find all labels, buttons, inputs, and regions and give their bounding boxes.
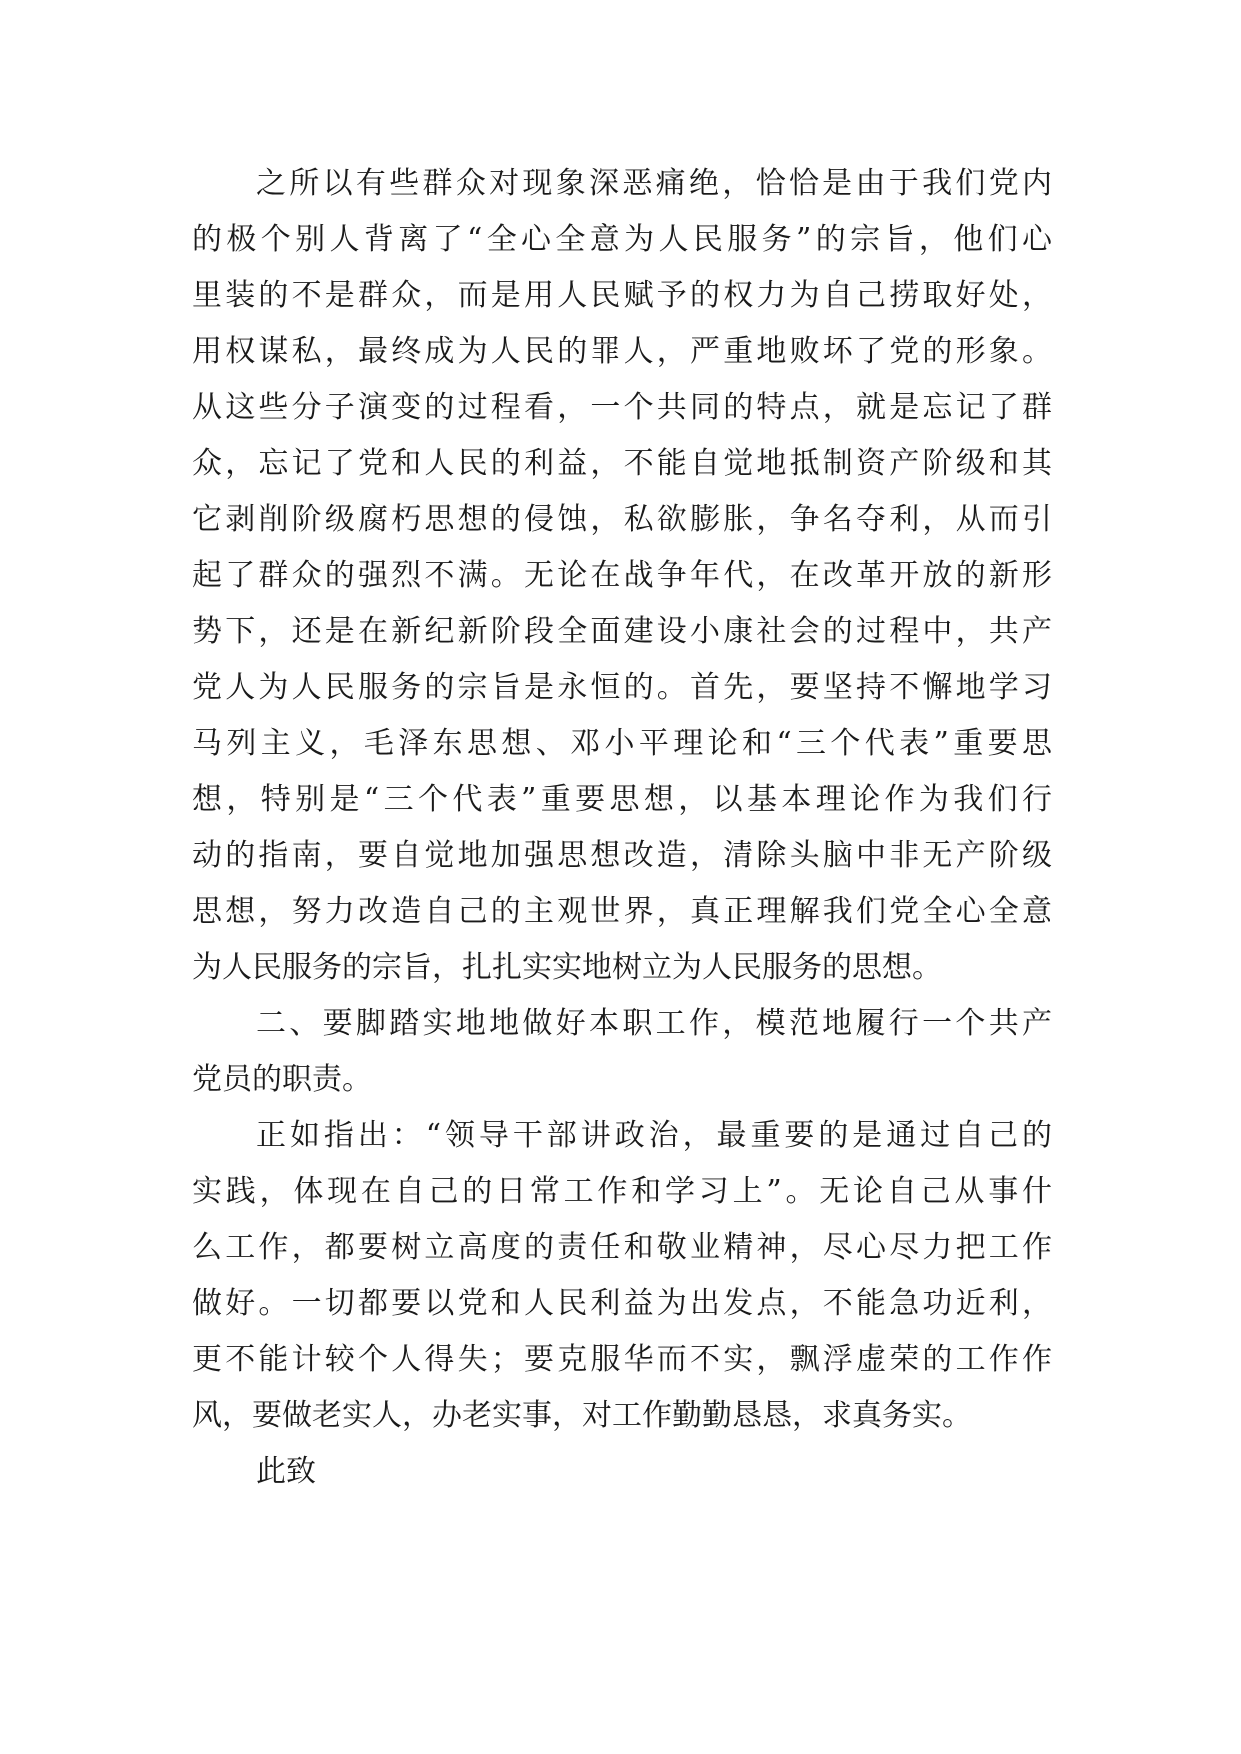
paragraph-2-heading (192, 996, 1052, 1108)
text-line: 此致 (256, 1454, 316, 1489)
text-line: 势下，还是在新纪新阶段全面建设小康社会的过程中，共产 (192, 614, 1052, 649)
text-line: 从这些分子演变的过程看，一个共同的特点，就是忘记了群 (192, 390, 1052, 425)
text-line: 党员的职责。 (192, 1062, 372, 1097)
text-line: 么工作，都要树立高度的责任和敬业精神，尽心尽力把工作 (192, 1230, 1052, 1265)
text-line: 想，特别是“三个代表”重要思想，以基本理论作为我们行 (192, 782, 1052, 817)
text-line: 之所以有些群众对现象深恶痛绝，恰恰是由于我们党内 (256, 166, 1052, 201)
text-line: 起了群众的强烈不满。无论在战争年代，在改革开放的新形 (192, 558, 1052, 593)
closing-salutation (192, 1444, 1052, 1500)
text-line: 马列主义，毛泽东思想、邓小平理论和“三个代表”重要思 (192, 726, 1052, 761)
text-line: 思想，努力改造自己的主观世界，真正理解我们党全心全意 (192, 894, 1052, 929)
text-line: 二、要脚踏实地地做好本职工作，模范地履行一个共产 (256, 1006, 1052, 1041)
paragraph-3 (192, 1108, 1052, 1444)
text-line: 众，忘记了党和人民的利益，不能自觉地抵制资产阶级和其 (192, 446, 1052, 481)
text-line: 的极个别人背离了“全心全意为人民服务”的宗旨，他们心 (192, 222, 1052, 257)
text-line: 它剥削阶级腐朽思想的侵蚀，私欲膨胀，争名夺利，从而引 (192, 502, 1052, 537)
text-line: 更不能计较个人得失；要克服华而不实，飘浮虚荣的工作作 (192, 1342, 1052, 1377)
text-line: 实践，体现在自己的日常工作和学习上”。无论自己从事什 (192, 1174, 1052, 1209)
text-line: 风，要做老实人，办老实事，对工作勤勤恳恳，求真务实。 (192, 1398, 972, 1433)
text-line: 做好。一切都要以党和人民利益为出发点，不能急功近利， (192, 1286, 1052, 1321)
document-body (192, 156, 1052, 1500)
text-line: 里装的不是群众，而是用人民赋予的权力为自己捞取好处， (192, 278, 1052, 313)
text-line: 党人为人民服务的宗旨是永恒的。首先，要坚持不懈地学习 (192, 670, 1052, 705)
text-line: 动的指南，要自觉地加强思想改造，清除头脑中非无产阶级 (192, 838, 1052, 873)
paragraph-1 (192, 156, 1052, 996)
text-line: 正如指出：“领导干部讲政治，最重要的是通过自己的 (256, 1118, 1052, 1153)
text-line: 为人民服务的宗旨，扎扎实实地树立为人民服务的思想。 (192, 950, 942, 985)
text-line: 用权谋私，最终成为人民的罪人，严重地败坏了党的形象。 (192, 334, 1052, 369)
